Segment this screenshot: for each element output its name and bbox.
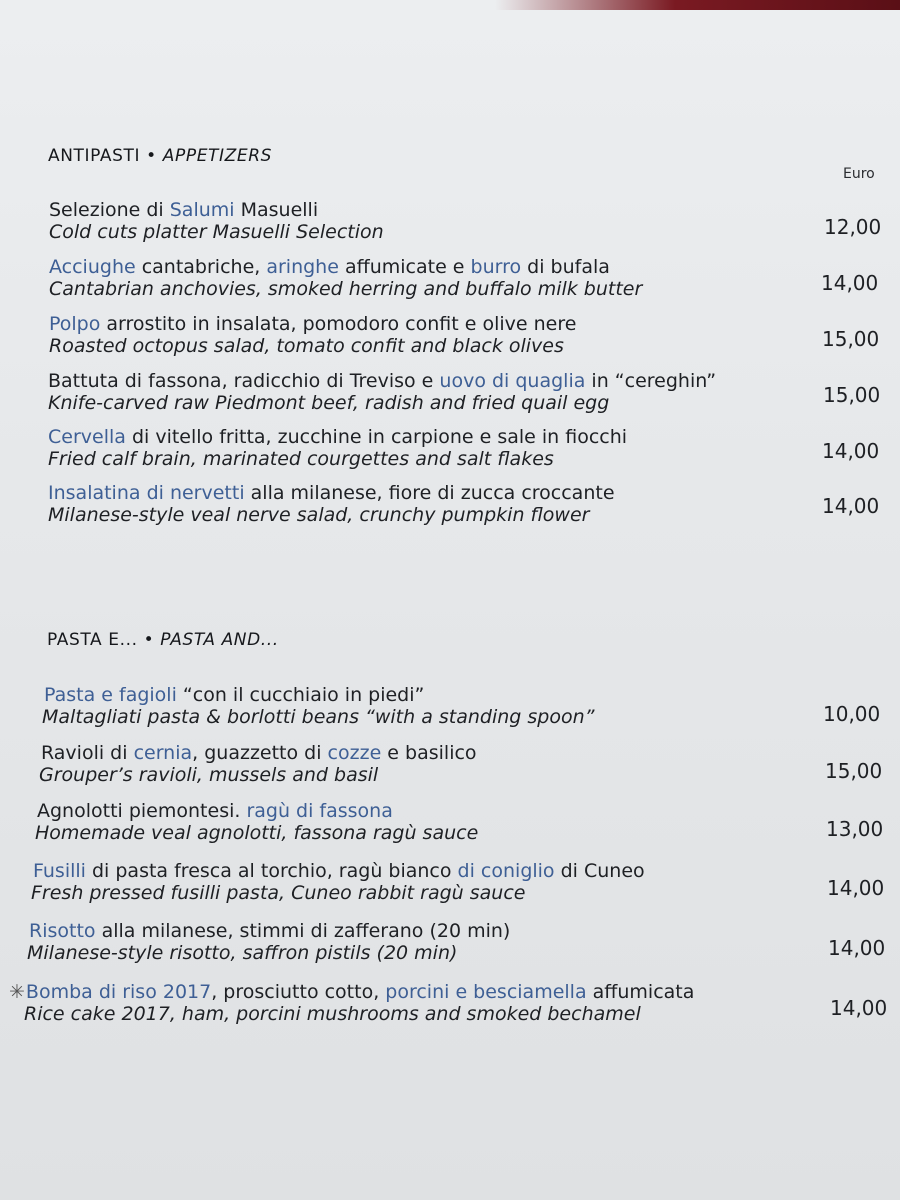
dish-price: 14,00 [827, 876, 885, 900]
dish-name-italian [49, 199, 809, 221]
menu-item [9, 981, 769, 1025]
dish-text: di pasta fresca al torchio, ragù bianco [85, 860, 458, 882]
dish-text: in “cereghin” [585, 370, 717, 392]
menu-item [49, 199, 809, 243]
dish-text: Battuta di fassona, radicchio di Treviso e [48, 370, 440, 392]
dish-name-italian [48, 482, 808, 504]
dish-name-italian [48, 370, 808, 392]
dish-text: Agnolotti piemontesi. [37, 800, 247, 822]
highlighted-ingredient: porcini e besciamella [385, 981, 587, 1003]
section-title-antipasti [48, 146, 272, 166]
dish-price: 12,00 [824, 215, 882, 239]
menu-item [41, 742, 801, 786]
dish-name-english: Knife-carved raw Piedmont beef, radish and fried quail egg [48, 392, 610, 414]
highlighted-ingredient: aringhe [266, 256, 339, 278]
menu-item [44, 684, 804, 728]
dish-name-italian [41, 742, 801, 764]
dish-name-english: Cold cuts platter Masuelli Selection [49, 221, 384, 243]
dish-name-italian [44, 684, 804, 706]
dish-name-english: Rice cake 2017, ham, porcini mushrooms and smoked bechamel [24, 1003, 641, 1025]
currency-label: Euro [843, 166, 875, 182]
highlighted-ingredient: di coniglio [457, 860, 555, 882]
menu-item [33, 860, 793, 904]
dish-name-english: Fresh pressed fusilli pasta, Cuneo rabbit ragù sauce [31, 882, 526, 904]
highlighted-ingredient: Salumi [169, 199, 235, 221]
title-separator: • [137, 630, 161, 650]
dish-price: 10,00 [823, 702, 881, 726]
dish-name-italian [49, 313, 809, 335]
dish-text: alla milanese, fiore di zucca croccante [244, 482, 615, 504]
section-title-it: ANTIPASTI [48, 146, 141, 166]
menu-item [37, 800, 797, 844]
dish-name-english: Grouper’s ravioli, mussels and basil [39, 764, 379, 786]
dish-price: 14,00 [828, 936, 886, 960]
menu-item [48, 370, 808, 414]
highlighted-ingredient: Pasta e fagioli [44, 684, 177, 706]
menu-item [49, 256, 809, 300]
highlighted-ingredient: ragù di fassona [246, 800, 393, 822]
highlighted-ingredient: Risotto [29, 920, 96, 942]
dish-price: 14,00 [822, 439, 880, 463]
dish-text: Selezione di [49, 199, 170, 221]
dish-text: arrostito in insalata, pomodoro confit e olive nere [100, 313, 577, 335]
dish-price: 14,00 [830, 996, 888, 1020]
dish-name-english: Milanese-style risotto, saffron pistils (20 min) [27, 942, 458, 964]
highlighted-ingredient: Cervella [48, 426, 126, 448]
dish-name-italian [9, 981, 769, 1003]
dish-text: di Cuneo [554, 860, 645, 882]
dish-name-italian [49, 256, 809, 278]
dish-name-english: Cantabrian anchovies, smoked herring and buffalo milk butter [49, 278, 643, 300]
menu-item [49, 313, 809, 357]
highlighted-ingredient: cernia [133, 742, 193, 764]
dish-text: di bufala [521, 256, 610, 278]
section-title-it: PASTA E... [47, 630, 138, 650]
highlighted-ingredient: Insalatina di nervetti [48, 482, 245, 504]
dish-text: affumicate e [338, 256, 471, 278]
dish-text: “con il cucchiaio in piedi” [176, 684, 425, 706]
dish-text: alla milanese, stimmi di zafferano (20 min) [95, 920, 511, 942]
dish-name-italian [33, 860, 793, 882]
menu-cover-edge [0, 0, 900, 10]
dish-name-english: Roasted octopus salad, tomato confit and black olives [49, 335, 564, 357]
dish-text: cantabriche, [135, 256, 267, 278]
dish-price: 15,00 [825, 759, 883, 783]
dish-price: 15,00 [822, 327, 880, 351]
highlighted-ingredient: uovo di quaglia [439, 370, 586, 392]
dish-text: Ravioli di [41, 742, 134, 764]
dish-name-english: Milanese-style veal nerve salad, crunchy pumpkin flower [48, 504, 590, 526]
highlighted-ingredient: Polpo [49, 313, 101, 335]
highlighted-ingredient: cozze [327, 742, 382, 764]
menu-item [48, 426, 808, 470]
dish-price: 15,00 [823, 383, 881, 407]
highlighted-ingredient: Fusilli [33, 860, 86, 882]
highlighted-ingredient: Acciughe [49, 256, 136, 278]
highlighted-ingredient: burro [470, 256, 522, 278]
dish-price: 14,00 [822, 494, 880, 518]
dish-text: affumicata [586, 981, 695, 1003]
title-separator: • [140, 146, 163, 166]
menu-item [48, 482, 808, 526]
dish-name-italian [37, 800, 797, 822]
dish-text: e basilico [381, 742, 477, 764]
section-title-pasta [47, 630, 279, 650]
dish-text: di vitello fritta, zucchine in carpione e sale in fiocchi [125, 426, 628, 448]
dish-price: 14,00 [821, 271, 879, 295]
dish-price: 13,00 [826, 817, 884, 841]
section-title-en: APPETIZERS [162, 146, 273, 166]
dish-name-italian [29, 920, 789, 942]
asterisk-icon: ✳ [9, 981, 25, 1003]
dish-text: , guazzetto di [192, 742, 328, 764]
section-title-en: PASTA AND... [160, 630, 279, 650]
dish-name-english: Fried calf brain, marinated courgettes and salt flakes [48, 448, 554, 470]
menu-item [29, 920, 789, 964]
dish-text: , prosciutto cotto, [211, 981, 386, 1003]
dish-text: Masuelli [234, 199, 319, 221]
highlighted-ingredient: Bomba di riso 2017 [25, 981, 212, 1003]
dish-name-english: Homemade veal agnolotti, fassona ragù sauce [35, 822, 479, 844]
dish-name-italian [48, 426, 808, 448]
dish-name-english: Maltagliati pasta & borlotti beans “with a standing spoon” [42, 706, 595, 728]
